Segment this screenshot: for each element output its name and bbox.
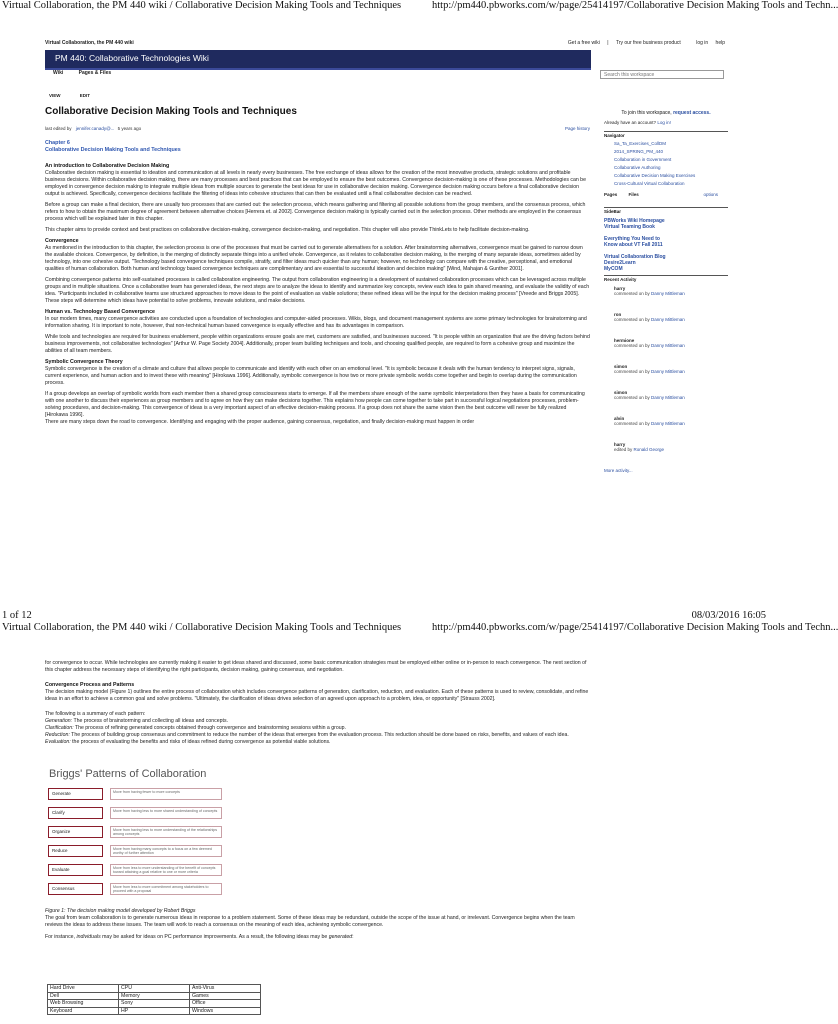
- navigator-item[interactable]: Collaborative Authoring: [614, 165, 661, 170]
- pattern-item: [45, 725, 590, 732]
- main-nav: [45, 70, 125, 76]
- pattern-label: Generate: [48, 788, 103, 800]
- summary-intro: The following is a summary of each pattern:: [45, 711, 146, 717]
- table-row: [48, 992, 261, 1000]
- page2-content: [45, 660, 590, 746]
- table-row: [48, 985, 261, 993]
- table-row: [48, 1007, 261, 1015]
- banner-title[interactable]: PM 440: Collaborative Technologies Wiki: [55, 53, 209, 63]
- page-count: 1 of 12: [2, 610, 32, 621]
- section-heading: Symbolic Convergence Theory: [45, 359, 123, 365]
- pattern-label: Consensus: [48, 883, 103, 895]
- table-cell: Games: [190, 992, 261, 1000]
- activity-item: [604, 364, 728, 386]
- sidebar: [604, 110, 728, 473]
- join-notice: [604, 110, 728, 116]
- navigator-item[interactable]: Cross-Cultural Virtual Collaboration: [614, 181, 685, 186]
- paragraph: for convergence to occur. While technologies are currently making it easier to get ideas shared and discussed, some basic communication strategies must be employed either online or in-person to reach convergence. The next section of this chapter address the necessary steps of identifying the right participants, decision making, gaining consensus, and negotiation.: [45, 660, 587, 673]
- ideas-table: [47, 984, 261, 1015]
- pattern-label: Clarify: [48, 807, 103, 819]
- activity-user[interactable]: Danny Mittleman: [651, 291, 685, 296]
- table-cell: Sony: [119, 1000, 190, 1008]
- nav-pages-files[interactable]: Pages & Files: [78, 70, 112, 76]
- pattern-description: Move from less to more commitment among stakeholders to proceed with a proposal: [110, 883, 222, 895]
- sidebar-link[interactable]: Virtual Teaming Book: [604, 224, 655, 230]
- page-content: [45, 140, 590, 430]
- sidebar-link[interactable]: Desire2Learn: [604, 260, 636, 266]
- figure-caption-block: [45, 908, 590, 941]
- pattern-desc: The process of building group consensus and commitment to reduce the number of the ideas that emerges from the evaluation process. This reduction should be done based on risks, benefits, and values of each idea.: [69, 732, 569, 738]
- last-edited-label: last edited by: [45, 126, 72, 131]
- pdf-header-url: http://pm440.pbworks.com/w/page/25414197/Collaborative Decision Making Tools and Techn...: [432, 0, 838, 11]
- more-activity-link[interactable]: More activity...: [604, 468, 633, 473]
- pattern-row: [48, 845, 293, 858]
- paragraph: This chapter aims to provide context and best practices on collaborative decision-making, convergence decision-making, and negotiation. This chapter will also provide ThinkLets to help facilitate decision-making.: [45, 227, 530, 233]
- section-heading: Convergence Process and Patterns: [45, 682, 135, 688]
- sidebar-login-link[interactable]: Log in!: [657, 120, 671, 125]
- activity-page[interactable]: simon: [614, 390, 628, 395]
- paragraph: As mentioned in the introduction to this chapter, the selection process is one of the processes that must be carried out to generate alternatives for a solution. After brainstorming alternatives, convergence must be gained to narrow down the available choices. Convergence, by definition, is the merging of distinctly separate things into a unified whole. Convergence, as it relates to collaborative decision making, is the merging of many separate ideas, sometimes aided by technology, into one cohesive output. "Technology based convergence techniques compile, stratify, and filter ideas much quicker than any human; however, no technology can compare with the creative, perceptional, and emotional qualities of human collaboration. Both human and technology based convergence techniques are complimentary and are essential to successful ideation and decision making" [Wind, Mahajan & Gunther 2001].: [45, 245, 583, 272]
- pattern-item: [45, 718, 590, 725]
- activity-item: [604, 286, 728, 308]
- business-product-link[interactable]: Try our free business product: [615, 40, 681, 46]
- recent-activity-title: Recent Activity: [604, 277, 637, 282]
- navigator-item[interactable]: Sa_Ta_Exercises_CollDM: [614, 141, 667, 146]
- tab-edit[interactable]: EDIT: [79, 93, 91, 98]
- sidebar-link[interactable]: PBWorks Wiki Homepage: [604, 218, 665, 224]
- table-cell: HP: [119, 1007, 190, 1015]
- paragraph: Combining convergence patterns into self-sustained processes is called collaboration engineering. The output from collaboration engineering is a development of sustained collaboration processes which can be leveraged across multiple groups and in multiple situations. Once a collaborative team has generated ideas, the next steps are to analyze the ideas to identify and summarize key concepts, review each idea to gain shared meaning, and evaluate the validity of each idea. "Participants included in collaborative teams use structured approaches to move ideas to the point of evaluation as viable solutions; these refined ideas will be the input for the decision making process" [Vreede and Briggs 2005]. These steps will determine which ideas have potential to solve problems, innovate solutions, and make decisions.: [45, 277, 590, 304]
- table-cell: Web Browsing: [48, 1000, 119, 1008]
- pdf-header: [0, 622, 838, 636]
- pattern-row: [48, 807, 293, 820]
- activity-text: commented on by: [614, 395, 650, 400]
- section-heading: An introduction to Collaborative Decision Making: [45, 163, 170, 169]
- navigator-item[interactable]: Collaborative Decision Making Exercises: [614, 173, 696, 178]
- sidebar-link[interactable]: Everything You Need to Know about VT Fall 2011: [604, 236, 663, 248]
- paragraph: For instance, individuals may be asked for ideas on PC performance improvements. As a result, the following ideas may be generated:: [45, 934, 354, 940]
- activity-text: edited by: [614, 447, 633, 452]
- sidebar-box-title: SideBar: [604, 209, 622, 214]
- figure-caption: Figure 1: The decision making model developed by Robert Briggs: [45, 908, 196, 914]
- pattern-row: [48, 883, 293, 896]
- free-wiki-link[interactable]: Get a free wiki: [567, 40, 600, 46]
- sidebar-link[interactable]: MyCOM: [604, 266, 623, 272]
- pattern-description: Move from having less to more understanding of the relationships among concepts: [110, 826, 222, 838]
- navigator-item[interactable]: 2014_SPRING_PM_440: [614, 149, 664, 154]
- pattern-row: [48, 826, 293, 839]
- activity-user[interactable]: Danny Mittleman: [651, 395, 685, 400]
- table-cell: Memory: [119, 992, 190, 1000]
- pattern-term: Reduction:: [45, 732, 70, 738]
- pattern-label: Evaluate: [48, 864, 103, 876]
- sidebar-link[interactable]: Virtual Collaboration Blog: [604, 254, 666, 260]
- site-name[interactable]: Virtual Collaboration, the PM 440 wiki: [45, 40, 134, 46]
- activity-text: commented on by: [614, 291, 650, 296]
- pdf-header: [0, 0, 838, 14]
- navigator-title: Navigator: [604, 133, 625, 138]
- paragraph: There are many steps down the road to convergence. Identifying and engaging with the proper audience, gaining consensus, negotiation, and finally decision-making must happen in order: [45, 419, 475, 425]
- paragraph: Collaborative decision making is essential to ideation and communication at all levels in nearly every businesses. The free exchange of ideas allows for the creation of the most innovative products, strategic solutions and profitable business decisions. Within collaborative decision making, there are many processes and best practices that can be employed to ensure the best outcomes. Convergence decision-making is one of these processes. Methodologies can be employed in convergence decision making to integrate multiple ideas from multiple sources to generate the best ideas for use in collaborative decision making. Convergence decision making occurs before a final collaborative decision output is achieved. Specifically, convergence decisions facilitate the filtering of ideas into cohesive structures that can then be evaluated until a final collaborative decision can be reached.: [45, 170, 586, 197]
- activity-page[interactable]: simon: [614, 364, 628, 369]
- chapter-title: Collaborative Decision Making Tools and Techniques: [45, 147, 181, 153]
- activity-user[interactable]: Danny Mittleman: [651, 421, 685, 426]
- activity-user[interactable]: Danny Mittleman: [651, 369, 685, 374]
- pattern-term: Generation:: [45, 718, 73, 724]
- view-edit-tabs: [45, 93, 108, 98]
- table-cell: Dell: [48, 992, 119, 1000]
- navigator-box: [604, 131, 728, 186]
- separator: |: [607, 40, 609, 46]
- activity-page[interactable]: alvin: [614, 416, 625, 421]
- pattern-desc: the process of evaluating the benefits and risks of ideas refined during convergence as potential viable solutions.: [70, 739, 331, 745]
- last-edited-time: 5 years ago: [117, 126, 142, 131]
- page-title: Collaborative Decision Making Tools and Techniques: [45, 106, 297, 117]
- top-links: [562, 40, 725, 46]
- activity-user[interactable]: Ronald George: [633, 447, 665, 452]
- activity-text: commented on by: [614, 343, 650, 348]
- pdf-header-url: http://pm440.pbworks.com/w/page/25414197/Collaborative Decision Making Tools and Techn...: [432, 622, 838, 633]
- table-cell: Hard Drive: [48, 985, 119, 993]
- paragraph: The decision making model (Figure 1) outlines the entire process of collaboration which includes convergence patterns of generation, clarification, reduction, and evaluation. Each of these patterns is used to review, consolidate, and refine ideas in an effort to achieve a common goal and solve problems. "Ultimately, the clarification of ideas drives selection of an agreed upon approach to a problem, idea, or opportunity" [Strauss 2002].: [45, 689, 589, 702]
- activity-item: [604, 442, 728, 462]
- pattern-term: Clarification:: [45, 725, 74, 731]
- paragraph: The goal from team collaboration is to generate numerous ideas in response to a problem statement. Some of these ideas may be redundant, outside the scope of the issue at hand, or irrelevant. Convergence begins when the team reviews the ideas to address these issues. The team will work to reach a consensus on the meaning of each idea, achieving symbolic convergence.: [45, 915, 575, 928]
- activity-page[interactable]: harry: [614, 286, 626, 291]
- print-date: 08/03/2016 16:05: [691, 610, 766, 621]
- options-link[interactable]: options: [703, 192, 718, 197]
- activity-text: commented on by: [614, 317, 650, 322]
- activity-item: [604, 338, 728, 360]
- wiki-topbar: [45, 40, 725, 50]
- login-notice: [604, 120, 728, 125]
- pages-link[interactable]: Pages: [604, 192, 618, 197]
- section-heading: Human vs. Technology Based Convergence: [45, 309, 155, 315]
- tab-view[interactable]: VIEW: [49, 93, 61, 98]
- help-link[interactable]: help: [715, 40, 725, 46]
- figure-title: Briggs' Patterns of Collaboration: [49, 768, 207, 780]
- files-link[interactable]: Files: [628, 192, 639, 197]
- pattern-label: Reduce: [48, 845, 103, 857]
- pattern-description: Move from having less to more shared understanding of concepts: [110, 807, 222, 819]
- paragraph: In our modern times, many convergence activities are conducted upon a foundation of technologies and computer-aided processes. Wikis, blogs, and document management systems are some primary technologies for brainstorming and information sharing. It is important to note, however, that non-technical human based convergence is equally effective and has its advantages in comparison.: [45, 316, 587, 329]
- pattern-desc: The process of refining generated concepts obtained through convergence and brainstorming sessions within a group.: [73, 725, 346, 731]
- search-input[interactable]: Search this workspace: [600, 70, 724, 79]
- pattern-row: [48, 788, 293, 801]
- last-edited-user[interactable]: jennifer.canady@...: [75, 126, 115, 131]
- pdf-header-title: Virtual Collaboration, the PM 440 wiki / Collaborative Decision Making Tools and Techniques: [2, 0, 402, 11]
- request-access-link[interactable]: request access.: [673, 110, 711, 116]
- login-link[interactable]: log in: [696, 40, 709, 46]
- sidebar-box: [604, 207, 728, 272]
- pattern-description: Move from less to more understanding of the benefit of concepts toward attaining a goal relative to one or more criteria: [110, 864, 222, 876]
- pages-files-row: [604, 192, 728, 197]
- nav-wiki[interactable]: Wiki: [53, 70, 64, 76]
- have-account-text: Already have an account?: [604, 120, 657, 125]
- activity-item: [604, 312, 728, 334]
- recent-activity: [604, 275, 728, 473]
- paragraph: Symbolic convergence is the creation of a climate and culture that allows people to communicate and identify with each other on an emotional level. "It is symbolic because it deals with the human tendency to interpret signs, signals, current experience, and human action and to invest these with meaning" [Hirokawa 1996]. Additionally, symbolic convergence is how two or more private symbolic worlds come together and begin to overlap during the communication process.: [45, 366, 577, 386]
- chapter-number: Chapter 6: [45, 140, 70, 146]
- join-text: To join this workspace,: [621, 110, 672, 116]
- paragraph: Before a group can make a final decision, there are usually two processes that are carried out: the selection process, which means gathering and filtering all possible solutions from the group members, and the consensus process, which refers to how to obtain the maximum degree of agreement between alternative choices [Herrera et. al 2002]. Convergence decision making is typically carried out in the selection process. Other methods are employed in the consensus process which will be explained later in this chapter.: [45, 202, 586, 222]
- pattern-item: [45, 732, 590, 739]
- pattern-desc: The process of brainstorming and collecting all ideas and concepts.: [72, 718, 229, 724]
- pattern-description: Move from having many concepts to a focus on a few deemed worthy of further attention: [110, 845, 222, 857]
- activity-text: commented on by: [614, 421, 650, 426]
- pattern-label: Organize: [48, 826, 103, 838]
- pattern-term: Evaluation:: [45, 739, 71, 745]
- navigator-item[interactable]: Collaboration in Government: [614, 157, 672, 162]
- activity-page[interactable]: ron: [614, 312, 622, 317]
- table-cell: Office: [190, 1000, 261, 1008]
- pattern-description: Move from having fewer to more concepts: [110, 788, 222, 800]
- activity-item: [604, 416, 728, 438]
- activity-page[interactable]: harry: [614, 442, 626, 447]
- pattern-item: [45, 739, 590, 746]
- activity-page[interactable]: hermione: [614, 338, 635, 343]
- pattern-row: [48, 864, 293, 877]
- page-history-link[interactable]: Page history: [564, 126, 590, 131]
- activity-item: [604, 390, 728, 412]
- wiki-banner: [45, 50, 591, 70]
- activity-user[interactable]: Danny Mittleman: [651, 317, 685, 322]
- activity-text: commented on by: [614, 369, 650, 374]
- pdf-header-title: Virtual Collaboration, the PM 440 wiki / Collaborative Decision Making Tools and Techniques: [2, 622, 402, 633]
- last-edited: [45, 126, 590, 131]
- briggs-patterns-figure: [45, 766, 295, 906]
- table-cell: Anti-Virus: [190, 985, 261, 993]
- table-cell: Windows: [190, 1007, 261, 1015]
- table-cell: CPU: [119, 985, 190, 993]
- paragraph: While tools and technologies are required for business enablement, people within organizations ensure goals are met, customers are satisfied, and businesses succeed. "It is people within an organization that are the driving factors behind business improvements, not collaborative technologies" [Arthur W. Page Society 2004]. Additionally, proper team building techniques and tools, and choosing qualified people, are required to form a cohesive group and maximize the abilities of all team members.: [45, 334, 590, 354]
- table-row: [48, 1000, 261, 1008]
- paragraph: If a group develops an overlap of symbolic worlds from each member then a shared group consciousness starts to emerge. If all the members share enough of the same symbolic interpretations then they have a basis for communicating with one another to discuss their experiences as group members and to agree on how they can make decisions together. This explains how people can come together to take part in successful logical negotiations processes, problem-solving procedures, and decision-making. This convergence of ideas is a very important aspect of an effective decision-making process. If a group does not share the same vision then the best outcome will never be fully realized [Hirokawa 1996].: [45, 391, 585, 418]
- section-heading: Convergence: [45, 238, 79, 244]
- table-cell: Keyboard: [48, 1007, 119, 1015]
- activity-user[interactable]: Danny Mittleman: [651, 343, 685, 348]
